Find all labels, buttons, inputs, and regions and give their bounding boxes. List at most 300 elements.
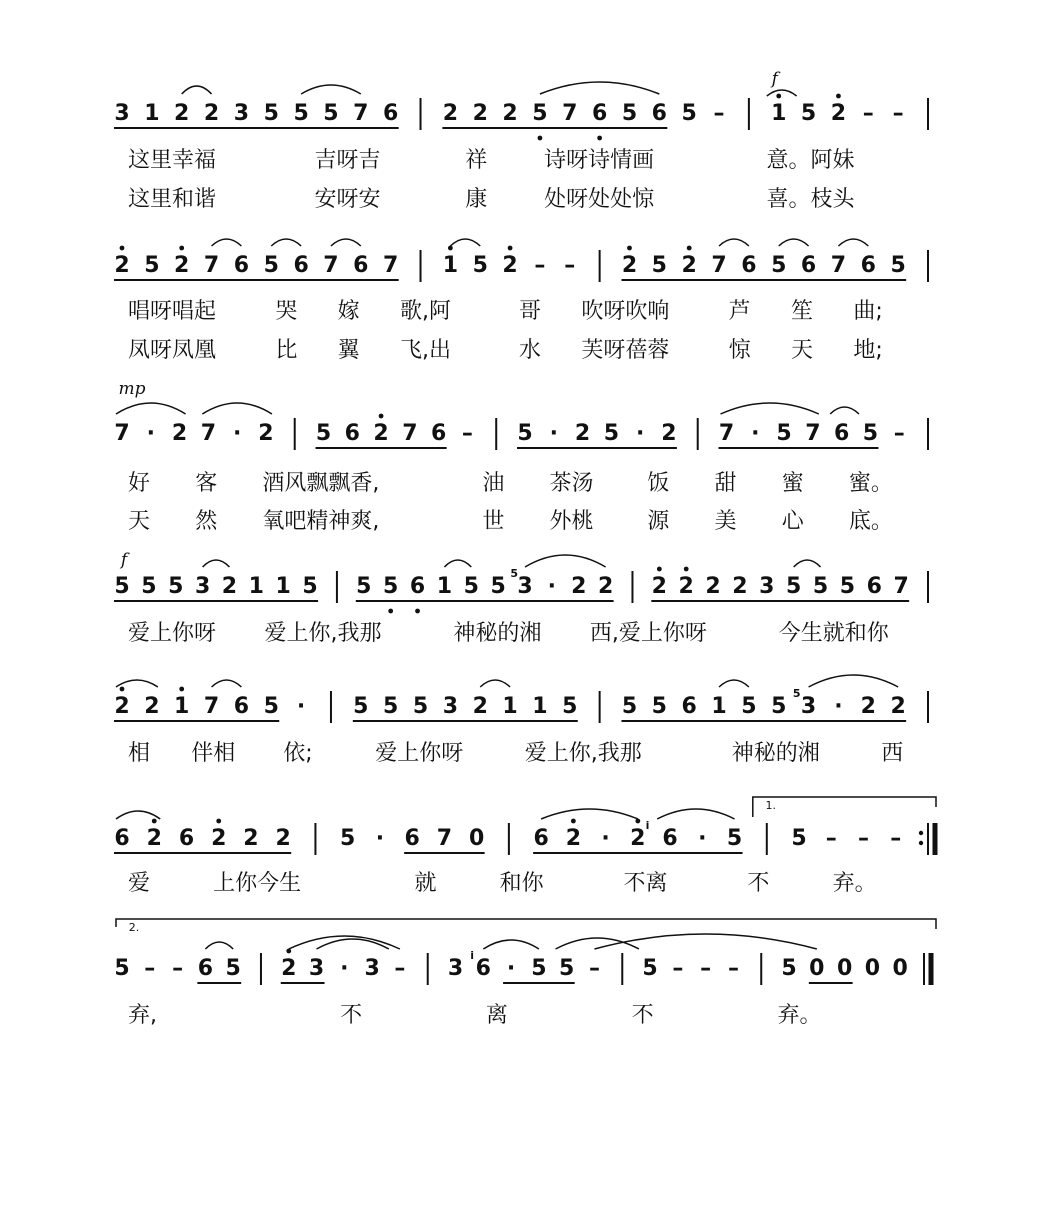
octave-dot: [684, 567, 689, 572]
lyric-segment: 曲;: [853, 299, 883, 324]
dot: ·: [547, 574, 557, 599]
note: 6: [114, 826, 130, 851]
lyric-segment: 唱呀唱起: [128, 299, 217, 324]
note: 6: [353, 253, 369, 278]
note: 2: [565, 826, 582, 851]
lyric-segment: 水: [519, 338, 542, 363]
note: 5: [726, 826, 743, 851]
octave-dot: [286, 949, 291, 954]
note: 2: [373, 421, 389, 446]
dash: –: [534, 253, 546, 278]
note: 3: [114, 101, 130, 126]
note: 5: [531, 956, 547, 981]
octave-dot: [538, 136, 543, 141]
slur: [202, 403, 272, 414]
octave-dot: [571, 819, 576, 824]
lyric-segment: 甜: [714, 471, 737, 496]
note: 2: [472, 101, 488, 126]
note: 6: [233, 253, 250, 278]
note: 7: [200, 421, 217, 446]
lyric-segment: 弃。: [777, 1003, 822, 1028]
slur: [540, 82, 659, 94]
note: 5: [890, 253, 906, 278]
slur: [444, 560, 471, 567]
note: 5: [114, 956, 130, 981]
slur: [556, 938, 639, 949]
lyric-segment: 不离: [623, 871, 668, 896]
slur: [541, 809, 638, 819]
dash: –: [727, 956, 739, 981]
slur: [212, 239, 242, 246]
note: 6: [662, 826, 678, 851]
lyric-segment: 笙: [791, 299, 814, 324]
note: 1: [275, 574, 291, 599]
lyric-segment: 酒风飘飘香,: [262, 471, 380, 496]
lyric-segment: 弃,: [128, 1003, 157, 1028]
grace-note: i: [470, 949, 475, 962]
lyric-segment: 饭: [647, 471, 670, 496]
lyric-segment: 芙呀蓓蓉: [581, 338, 670, 363]
slur: [331, 239, 361, 246]
lyric-segment: 爱上你呀: [128, 621, 217, 646]
note: 2: [830, 101, 847, 126]
dot: ·: [232, 421, 242, 446]
note: 2: [732, 574, 748, 599]
note: 6: [383, 101, 399, 126]
octave-dot: [836, 94, 841, 99]
lyric-segment: 然: [195, 509, 218, 534]
dot: ·: [506, 956, 516, 981]
note: 6: [409, 574, 426, 599]
note: 6: [233, 694, 250, 719]
lyric-segment: 处呀处处惊: [544, 187, 655, 212]
dash: –: [713, 101, 725, 126]
note: 0: [836, 956, 853, 981]
slur: [525, 555, 606, 567]
repeat-dot: [919, 831, 923, 835]
note: 7: [718, 421, 735, 446]
note: 0: [892, 956, 908, 981]
lyric-segment: 爱上你,我那: [524, 741, 642, 766]
dash: –: [890, 826, 902, 851]
slur: [301, 85, 361, 94]
note: 5: [621, 101, 638, 126]
dash: –: [672, 956, 684, 981]
note: 6: [197, 956, 214, 981]
note: 5: [651, 694, 667, 719]
note: 5: [168, 574, 184, 599]
lyric-segment: 比: [275, 338, 298, 363]
dynamic-f: f: [771, 69, 778, 89]
dash: –: [893, 421, 905, 446]
lyric-segment: 惊: [728, 338, 751, 363]
note: 5: [263, 694, 279, 719]
lyric-segment: 这里和谐: [128, 187, 217, 212]
lyric-segment: 这里幸福: [128, 148, 217, 173]
lyric-segment: 神秘的湘: [731, 741, 820, 766]
dash: –: [172, 956, 184, 981]
note: 2: [281, 956, 297, 981]
note: 5: [463, 574, 479, 599]
slur: [721, 403, 819, 414]
note: 2: [144, 694, 160, 719]
dash: –: [825, 826, 837, 851]
note: 5: [517, 421, 533, 446]
note: 7: [114, 421, 130, 446]
note: 7: [711, 253, 727, 278]
dot: ·: [146, 421, 155, 446]
lyric-segment: 底。: [848, 509, 893, 534]
octave-dot: [687, 246, 692, 251]
note: 2: [574, 421, 591, 446]
octave-dot: [179, 687, 184, 692]
note: 5: [490, 574, 506, 599]
lyric-segment: 蜜。: [848, 471, 893, 496]
note: 5: [293, 101, 309, 126]
note: 2: [174, 253, 190, 278]
dash: –: [858, 826, 870, 851]
repeat-dot: [919, 841, 923, 845]
note: 2: [630, 826, 646, 851]
note: 5: [472, 253, 488, 278]
grace-note: i: [645, 819, 650, 832]
lyric-segment: 好: [128, 471, 151, 496]
note: 2: [502, 101, 518, 126]
note: 5: [263, 101, 279, 126]
slur: [779, 239, 809, 246]
note: 5: [225, 956, 241, 981]
lyric-segment: 爱上你呀: [375, 741, 464, 766]
dash: –: [144, 956, 156, 981]
note: 5: [562, 694, 578, 719]
lyric-segment: 和你: [499, 871, 544, 896]
note: 1: [711, 694, 727, 719]
octave-dot: [415, 609, 420, 614]
lyric-segment: 心: [781, 509, 804, 534]
grace-note: 5: [792, 687, 801, 700]
slur: [719, 680, 749, 687]
note: 7: [830, 253, 847, 278]
note: 6: [681, 694, 697, 719]
note: 7: [353, 101, 369, 126]
octave-dot: [388, 609, 393, 614]
lyric-segment: 上你今生: [213, 871, 302, 896]
note: 3: [517, 574, 533, 599]
lyric-segment: 吉呀吉: [314, 148, 381, 173]
note: 7: [383, 253, 399, 278]
dash: –: [394, 956, 406, 981]
slur: [182, 86, 212, 94]
note: 2: [171, 421, 188, 446]
lyric-segment: 祥: [465, 148, 488, 173]
note: 5: [781, 956, 797, 981]
note: 6: [860, 253, 876, 278]
octave-dot: [216, 819, 221, 824]
note: 5: [302, 574, 318, 599]
octave-dot: [776, 94, 781, 99]
slur: [116, 811, 160, 819]
note: 5: [353, 694, 369, 719]
note: 5: [603, 421, 620, 446]
note: 6: [533, 826, 549, 851]
note: 7: [436, 826, 453, 851]
note: 1: [248, 574, 264, 599]
note: 2: [597, 574, 614, 599]
lyric-segment: 茶汤: [549, 471, 594, 496]
note: 3: [194, 574, 211, 599]
note: 5: [642, 956, 658, 981]
note: 6: [866, 574, 882, 599]
dot: ·: [601, 826, 610, 851]
note: 5: [114, 574, 130, 599]
note: 6: [741, 253, 757, 278]
lyric-segment: 地;: [853, 338, 883, 363]
note: 3: [233, 101, 250, 126]
lyric-segment: 安呀安: [314, 187, 381, 212]
lyric-segment: 不: [340, 1003, 363, 1028]
note: 5: [356, 574, 372, 599]
dash: –: [862, 101, 874, 126]
note: 5: [263, 253, 279, 278]
note: 7: [203, 253, 220, 278]
volta-1-bracket: [753, 797, 936, 817]
note: 0: [864, 956, 881, 981]
lyric-segment: 飞,出: [400, 338, 451, 363]
note: 3: [800, 694, 817, 719]
note: 6: [293, 253, 309, 278]
note: 3: [447, 956, 464, 981]
dot: ·: [340, 956, 349, 981]
note: 1: [771, 101, 787, 126]
lyric-segment: 离: [485, 1003, 508, 1028]
note: 2: [221, 574, 238, 599]
lyric-segment: 依;: [283, 741, 313, 766]
octave-dot: [448, 246, 453, 251]
dot: ·: [698, 826, 707, 851]
note: 2: [681, 253, 697, 278]
note: 2: [258, 421, 274, 446]
note: 3: [364, 956, 380, 981]
note: 2: [651, 574, 667, 599]
note: 5: [741, 694, 757, 719]
octave-dot: [597, 136, 602, 141]
note: 2: [442, 101, 459, 126]
octave-dot: [120, 687, 125, 692]
note: 5: [141, 574, 157, 599]
note: 2: [661, 421, 677, 446]
slur: [794, 560, 821, 567]
lyric-segment: 外桃: [549, 509, 594, 534]
slur: [657, 809, 734, 819]
note: 1: [502, 694, 518, 719]
note: 6: [800, 253, 817, 278]
lyric-segment: 蜜: [781, 471, 804, 496]
slur: [594, 934, 816, 949]
lyric-segment: 喜。枝头: [766, 187, 855, 212]
octave-dot: [635, 819, 640, 824]
lyric-segment: 吹呀吹响: [581, 299, 670, 324]
note: 2: [203, 101, 220, 126]
note: 6: [833, 421, 850, 446]
note: 1: [442, 253, 459, 278]
slur: [289, 936, 400, 949]
note: 2: [146, 826, 162, 851]
note: 6: [591, 101, 608, 126]
note: 5: [786, 574, 802, 599]
slur: [116, 680, 158, 687]
lyric-segment: 源: [647, 509, 670, 534]
note: 5: [559, 956, 575, 981]
note: 5: [771, 694, 787, 719]
note: 5: [315, 421, 332, 446]
slur: [450, 239, 480, 246]
note: 7: [893, 574, 909, 599]
dot: ·: [375, 826, 385, 851]
note: 2: [211, 826, 227, 851]
octave-dot: [508, 246, 513, 251]
note: 3: [308, 956, 325, 981]
note: 5: [839, 574, 856, 599]
note: 2: [114, 694, 130, 719]
slur: [116, 403, 186, 414]
note: 5: [800, 101, 817, 126]
lyric-segment: 西: [881, 741, 904, 766]
lyric-segment: 油: [482, 471, 505, 496]
lyric-segment: 今生就和你: [778, 621, 889, 646]
lyric-segment: 意。阿妹: [766, 148, 855, 173]
slur: [719, 239, 749, 246]
lyric-segment: 翼: [337, 338, 360, 363]
lyric-segment: 嫁: [337, 299, 360, 324]
slur: [212, 680, 242, 687]
note: 3: [759, 574, 775, 599]
octave-dot: [120, 246, 125, 251]
dot: ·: [635, 421, 645, 446]
lyric-segment: 不: [747, 871, 770, 896]
note: 2: [502, 253, 518, 278]
lyric-segment: 凤呀凤凰: [128, 338, 217, 363]
note: 5: [681, 101, 697, 126]
lyric-segment: 康: [465, 187, 488, 212]
note: 7: [562, 101, 578, 126]
note: 6: [178, 826, 195, 851]
note: 2: [860, 694, 876, 719]
note: 7: [805, 421, 821, 446]
lyric-segment: 歌,阿: [400, 299, 451, 324]
note: 7: [323, 253, 339, 278]
dash: –: [461, 421, 473, 446]
note: 2: [472, 694, 488, 719]
lyric-segment: 神秘的湘: [453, 621, 542, 646]
slur: [480, 680, 510, 687]
note: 1: [532, 694, 548, 719]
lyric-segment: 诗呀诗情画: [544, 148, 655, 173]
note: 1: [144, 101, 160, 126]
dynamic-mp: mp: [118, 379, 146, 399]
octave-dot: [179, 246, 184, 251]
note: 2: [243, 826, 259, 851]
note: 5: [776, 421, 792, 446]
note: 5: [791, 826, 807, 851]
note: 2: [621, 253, 638, 278]
note: 5: [651, 253, 667, 278]
octave-dot: [657, 567, 662, 572]
note: 6: [344, 421, 360, 446]
grace-note: 5: [510, 567, 519, 580]
octave-dot: [379, 414, 384, 419]
octave-dot: [627, 246, 632, 251]
volta-1-label: 1.: [765, 799, 777, 812]
lyric-segment: 天: [128, 509, 151, 534]
lyric-segment: 客: [195, 471, 218, 496]
note: 5: [383, 694, 399, 719]
note: 2: [571, 574, 587, 599]
dot: ·: [296, 694, 306, 719]
note: 5: [412, 694, 429, 719]
lyric-segment: 相: [128, 741, 151, 766]
lyric-segment: 爱: [128, 871, 151, 896]
note: 5: [144, 253, 160, 278]
slur: [830, 407, 859, 414]
note: 2: [705, 574, 721, 599]
note: 1: [174, 694, 190, 719]
note: 2: [890, 694, 906, 719]
note: 6: [651, 101, 667, 126]
slur: [203, 560, 230, 567]
note: 0: [809, 956, 825, 981]
note: 2: [174, 101, 190, 126]
note: 3: [442, 694, 459, 719]
slur: [838, 239, 868, 246]
note: 5: [621, 694, 638, 719]
lyric-segment: 就: [414, 871, 437, 896]
slur: [483, 940, 539, 949]
note: 7: [402, 421, 418, 446]
lyric-segment: 天: [791, 338, 814, 363]
note: 5: [771, 253, 787, 278]
slur: [809, 675, 899, 687]
note: 5: [532, 101, 548, 126]
dash: –: [892, 101, 904, 126]
note: 5: [862, 421, 879, 446]
note: 5: [812, 574, 829, 599]
slur: [271, 239, 301, 246]
dot: ·: [751, 421, 760, 446]
note: 6: [430, 421, 447, 446]
lyric-segment: 弃。: [832, 871, 877, 896]
note: 5: [340, 826, 356, 851]
lyric-segment: 美: [714, 509, 737, 534]
octave-dot: [152, 819, 157, 824]
lyric-segment: 氧吧精神爽,: [262, 509, 380, 534]
lyric-segment: 爱上你,我那: [264, 621, 382, 646]
lyric-segment: 哭: [275, 299, 298, 324]
note: 5: [383, 574, 399, 599]
note: 2: [114, 253, 130, 278]
note: 6: [475, 956, 491, 981]
note: 1: [436, 574, 453, 599]
dot: ·: [834, 694, 843, 719]
dash: –: [700, 956, 712, 981]
dot: ·: [549, 421, 558, 446]
lyric-segment: 不: [631, 1003, 654, 1028]
lyric-segment: 芦: [728, 299, 751, 324]
dynamic-f: f: [120, 550, 128, 570]
volta-2-label: 2.: [128, 921, 140, 934]
dash: –: [588, 956, 600, 981]
lyric-segment: 西,爱上你呀: [589, 621, 707, 646]
dash: –: [564, 253, 576, 278]
